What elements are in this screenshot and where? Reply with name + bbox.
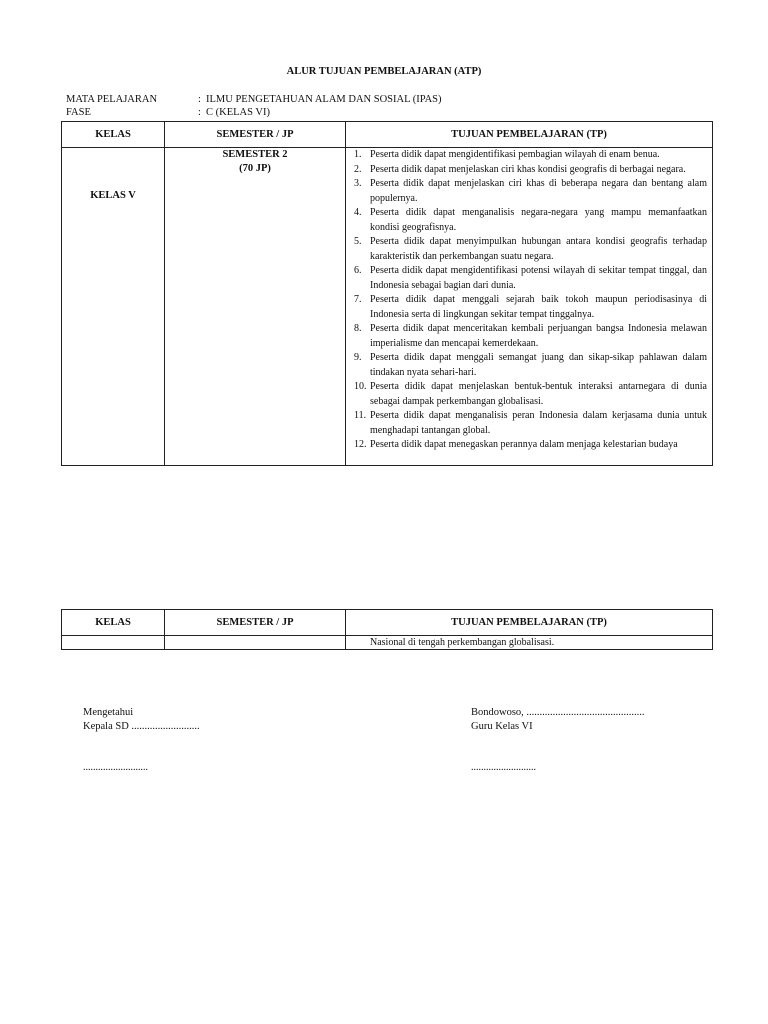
teacher-signature-line: ..........................	[471, 762, 536, 773]
acknowledged-label: Mengetahui	[83, 707, 134, 718]
teacher-label: Guru Kelas VI	[471, 720, 533, 732]
tp-text: Peserta didik dapat menjelaskan ciri khas di beberapa negara dan bentang alam populernya.	[370, 178, 707, 204]
subject-label: MATA PELAJARAN	[66, 94, 158, 105]
table-row	[62, 636, 713, 650]
semester-value: SEMESTER 2	[222, 149, 288, 160]
phase-label: FASE	[66, 107, 91, 118]
tp-text: Peserta didik dapat menjelaskan ciri khas kondisi geografis di berbagai negara.	[370, 163, 686, 175]
table-row	[62, 148, 713, 466]
tp-number: 3.	[354, 178, 362, 189]
phase-value: C (KELAS VI)	[206, 107, 270, 118]
semester-cell	[165, 148, 346, 466]
table-header-row	[62, 122, 713, 148]
tp-cell	[346, 636, 713, 650]
tp-text: Peserta didik dapat menceritakan kembali perjuangan bangsa Indonesia melawan imperialisme dan mencapai kemerdekaan.	[370, 323, 707, 349]
tp-number: 12.	[354, 439, 367, 450]
semester-cell	[165, 636, 346, 650]
document-title: ALUR TUJUAN PEMBELAJARAN (ATP)	[286, 66, 482, 77]
list-item	[354, 235, 707, 264]
tp-number: 7.	[354, 294, 362, 305]
list-item	[354, 148, 707, 163]
list-item	[354, 177, 707, 206]
tp-text: Peserta didik dapat menyimpulkan hubungan antara kondisi geografis terhadap karakteristik dan perkembangan suatu negara.	[370, 236, 707, 262]
list-item	[354, 409, 707, 438]
list-item	[354, 438, 707, 453]
tp-text: Peserta didik dapat mengidentifikasi pembagian wilayah di enam benua.	[370, 149, 660, 160]
tp-number: 8.	[354, 323, 362, 334]
list-item	[354, 206, 707, 235]
tp-number: 6.	[354, 265, 362, 276]
signature-right	[471, 706, 645, 733]
tp-cell	[346, 148, 713, 466]
tp-text: Peserta didik dapat menggali semangat juang dan sikap-sikap pahlawan dalam tindakan nyata sehari-hari.	[370, 352, 707, 378]
header-kelas: KELAS	[62, 122, 165, 148]
subject-value: ILMU PENGETAHUAN ALAM DAN SOSIAL (IPAS)	[206, 94, 442, 105]
kelas-cell	[62, 636, 165, 650]
tp-continuation: Nasional di tengah perkembangan globalisasi.	[370, 637, 555, 648]
subject-row	[66, 93, 442, 106]
kelas-cell	[62, 148, 165, 466]
tp-text: Peserta didik dapat menganalisis negara-negara yang mampu memanfaatkan kondisi geografisnya.	[370, 207, 707, 233]
jp-value: (70 JP)	[239, 163, 271, 174]
tp-number: 9.	[354, 352, 362, 363]
table-header-row	[62, 610, 713, 636]
phase-row	[66, 106, 270, 119]
tp-number: 4.	[354, 207, 362, 218]
header-semester: SEMESTER / JP	[165, 610, 346, 636]
tp-number: 5.	[354, 236, 362, 247]
subject-colon: :	[198, 94, 201, 105]
principal-label: Kepala SD ..........................	[83, 720, 200, 732]
tp-text: Peserta didik dapat menegaskan perannya dalam menjaga kelestarian budaya	[370, 439, 678, 450]
principal-signature-line: ..........................	[83, 762, 148, 773]
list-item	[354, 293, 707, 322]
list-item	[354, 264, 707, 293]
tp-text: Peserta didik dapat mengidentifikasi potensi wilayah di sekitar tempat tinggal, dan Indonesia sebagai bagian dari dunia.	[370, 265, 707, 291]
tp-number: 2.	[354, 163, 362, 175]
tp-number: 1.	[354, 149, 362, 160]
tp-text: Peserta didik dapat menggali sejarah baik tokoh maupun periodisasinya di Indonesia serta di lingkungan sekitar tempat tinggalnya.	[370, 294, 707, 320]
tp-text: Peserta didik dapat menganalisis peran Indonesia dalam kerjasama dunia untuk menghadapi tantangan global.	[370, 410, 707, 436]
phase-colon: :	[198, 107, 201, 118]
kelas-value: KELAS V	[90, 190, 136, 201]
header-tp: TUJUAN PEMBELAJARAN (TP)	[346, 610, 713, 636]
tp-number: 11.	[354, 410, 367, 421]
header-semester: SEMESTER / JP	[165, 122, 346, 148]
tp-text: Peserta didik dapat menjelaskan bentuk-bentuk interaksi antarnegara di dunia sebagai dampak perkembangan globalisasi.	[370, 381, 707, 407]
tp-number: 10.	[354, 381, 367, 392]
header-kelas: KELAS	[62, 610, 165, 636]
atp-table-continued	[61, 609, 713, 650]
header-tp: TUJUAN PEMBELAJARAN (TP)	[346, 122, 713, 148]
list-item	[354, 351, 707, 380]
signature-left	[83, 706, 200, 733]
atp-table	[61, 121, 713, 466]
place-date-label: Bondowoso, .............................................	[471, 707, 645, 718]
list-item	[354, 163, 707, 178]
list-item	[354, 322, 707, 351]
list-item	[354, 380, 707, 409]
tp-list	[346, 148, 712, 453]
